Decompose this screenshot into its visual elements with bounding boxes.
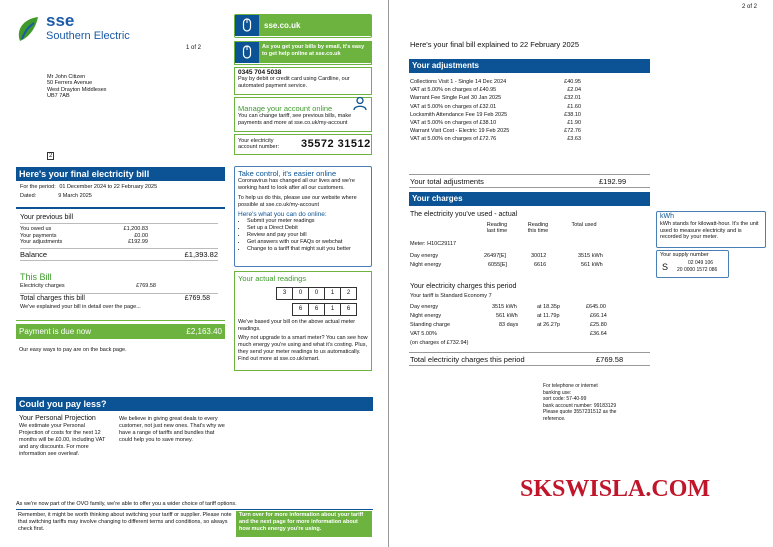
charge-label: Night energy [410,313,442,319]
turn-over-box: Turn over for more information about your tariff and the next page for more information about how much energy you're using. [236,511,372,537]
charges-total-label: Total electricity charges this period [410,355,525,364]
reading-digit: 0 [308,287,325,300]
readings-text-2: Why not upgrade to a smart meter? You can see how much energy you're using and what it's costing. Plus, they send your meter readings to us automatically. Find out more at sse.co.uk/smart. [238,335,368,362]
phone-box [234,67,372,95]
list-item: • Review and pay your bill [247,232,368,239]
charge-label: VAT 5.00% [410,331,437,337]
adj-label: VAT at 5.00% on charges of £40.95 [410,87,497,94]
adj-value: £72.76 [564,128,581,135]
table-row [410,262,651,269]
table-row [410,322,651,329]
prev-label: Your adjustments [20,239,63,246]
bank-line: bank account number: 99183129 [543,402,617,409]
site-box [234,14,372,38]
manage-account-box [234,97,372,132]
kwh-title: kWh [660,213,674,220]
previous-bill-rows [20,226,148,246]
believe-text: We believe in giving great deals to every customer, not just new ones. That's why we have a range of tariffs and bundles that could help you to save money. [119,416,225,443]
sse-leaf-icon [16,15,42,43]
adj-label: Collections Visit 1 - Single 14 Dec 2024 [410,79,507,85]
table-row [410,95,581,101]
table-row [410,331,651,338]
adjustments-total-row [409,174,650,188]
reading-row-1 [276,287,368,300]
this-bill-title: This Bill [20,272,52,282]
table-row [410,304,651,311]
readings-title: Your actual readings [238,274,307,283]
adj-value: £1.90 [567,120,581,127]
balance-label: Balance [20,249,48,259]
adj-value: £32.01 [564,95,581,102]
supply-line-1: 02 049 106 [688,260,714,266]
meter-id: Meter: H10C29117 [410,241,457,247]
charge-value: £66.14 [590,313,607,319]
charge-qty: 3515 kWh [492,304,517,310]
payment-label: Payment is due now [19,327,92,336]
projection-title: Your Personal Projection [19,415,96,422]
manage-text: You can change tariff, see previous bills, make payments and more at sse.co.uk/my-account [238,113,352,126]
adj-label: Warrant Fee Single Fuel 30 Jan 2025 [410,95,502,102]
table-row [410,112,581,118]
table-row [410,79,581,85]
payment-note: Our easy ways to pay are on the back page. [19,347,127,353]
reading-digit: 1 [324,287,341,300]
phone-number[interactable]: 0345 704 5038 [238,69,282,76]
control-text-1: Coronavirus has changed all our lives and we're working hard to look after all our customers. [238,178,355,191]
table-row [410,120,581,126]
prev-value: £1,200.83 [123,226,148,232]
email-promo-text: As you get your bills by email, it's easy to get help online at sse.co.uk [259,42,371,63]
charges-label: Electricity charges [20,283,65,289]
address-line: 50 Ferrers Avenue [47,80,93,87]
supply-title: Your supply number [660,252,709,258]
adjustments-table [410,79,581,143]
account-number-box [234,134,372,155]
charge-value: £25.80 [590,322,607,328]
reading-digit: 6 [340,303,357,316]
reading-row-2 [292,303,368,316]
usage-this: 30012 [531,253,547,259]
list-item: • Set up a Direct Debit [247,225,368,232]
prev-label: You owed us [20,226,52,232]
reading-digit: 1 [324,303,341,316]
prev-value: £0.00 [134,232,148,239]
customer-address [47,74,107,100]
brand-subtitle: Southern Electric [46,30,130,42]
charges-table [410,304,651,350]
adj-value: £3.63 [567,136,581,143]
online-list [238,218,368,253]
charge-qty: 83 days [499,322,519,328]
charges-total-row [409,352,650,366]
supply-number-box [656,250,729,278]
charge-rate: at 18.35p [537,304,560,310]
adj-value: £1.60 [567,103,581,110]
usage-label: Day energy [410,253,439,259]
col-header: Reading this time [527,222,549,235]
usage-last: 26497[E] [484,253,507,259]
usage-this: 6616 [534,262,547,268]
personal-projection [19,414,109,458]
previous-bill-section [20,213,218,261]
charge-rate: at 11.79p [537,313,560,319]
adj-value: £40.95 [564,79,581,85]
table-row [410,87,581,93]
dated-value: 9 March 2025 [58,193,92,199]
address-line: Mr John Citizen [47,74,86,80]
address-line: UB7 7AB [47,93,70,100]
total-value: £769.58 [184,295,210,302]
charge-label: Standing charge [410,322,451,328]
phone-note: Pay by debit or credit card using Cardline, our automated payment service. [238,76,350,89]
page-number: 1 of 2 [186,45,202,51]
adjustments-total-value: £192.99 [599,177,627,186]
watermark: SKSWISLA.COM [520,476,711,502]
pay-less-title: Could you pay less? [16,397,373,411]
user-icon [353,96,367,110]
charge-qty: 561 kWh [496,313,518,319]
table-row [410,253,651,260]
final-bill-title: Here's your final electricity bill [16,167,225,181]
charge-rate: at 26.27p [537,322,560,328]
col-header: Total used [571,222,597,228]
marker-box: 2 [49,153,53,159]
kwh-info-box [656,211,766,248]
dated-label: Dated: [20,193,37,199]
control-title: Take control, it's easier online [238,169,337,178]
balance-value: £1,393.82 [184,249,218,259]
adj-value: £2.04 [567,87,581,94]
table-row [410,136,581,142]
account-label: Your electricity account number: [238,138,279,150]
reading-digit: 6 [292,303,309,316]
ovo-note-row [16,501,373,510]
online-title: Here's what you can do online: [238,211,327,218]
usage-total: 3515 kWh [578,253,603,259]
tariff-name: Your tariff is Standard Economy 7 [410,293,492,299]
charges-title: Your charges [409,192,650,206]
prev-value: £192.99 [128,239,148,246]
manage-title: Manage your account online [238,104,333,113]
used-title: The electricity you've used - actual [410,211,518,218]
table-row [410,128,581,134]
bank-details [543,383,616,423]
charge-value: £36.64 [590,331,607,337]
reading-digit: 6 [308,303,325,316]
divider [16,320,225,321]
address-line: West Drayton Middlesex [47,86,107,93]
usage-last: 6055[E] [488,262,507,268]
usage-total: 561 kWh [581,262,603,268]
page2-header: Here's your final bill explained to 22 February 2025 [410,40,580,49]
adj-value: £38.10 [564,111,581,118]
usage-label: Night energy [410,262,442,268]
mouse-icon-bg [235,15,259,36]
bill-period [20,184,157,200]
charge-label: Day energy [410,304,439,310]
site-link[interactable]: sse.co.uk [259,15,371,36]
take-control-box [234,166,372,267]
supply-letter: S [662,262,669,272]
this-bill-section [20,272,218,311]
bank-line: reference. [543,415,566,422]
mouse-icon [235,15,259,36]
charge-value: £645.00 [586,304,606,310]
adj-label: Locksmith Attendance Fee 19 Feb 2025 [410,111,508,118]
period-label: For the period: [20,184,56,190]
list-item: • Submit your meter readings [247,218,368,225]
sse-logo [16,12,146,46]
mouse-icon-bg [235,42,259,63]
ovo-note: As we're now part of the OVO family, we're able to offer you a wider choice of tariff options. [16,501,237,507]
adjustments-title: Your adjustments [409,59,650,73]
table-row [410,104,581,110]
remember-text: Remember, it might be worth thinking about switching your tariff or supplier. Please note that switching tariffs may involve changing to different terms and conditions, so always check first. [18,512,232,532]
bank-line: Please quote 3557231512 as the [543,409,617,416]
adj-label: VAT at 5.00% on charges of £32.01 [410,103,497,110]
supply-line-2: 20 0000 1572 086 [677,267,718,273]
col-header: Reading last time [486,222,508,235]
adj-label: Warrant Visit Cost - Electric 19 Feb 2025 [410,128,510,135]
page-number: 2 of 2 [742,4,758,10]
payment-value: £2,163.40 [186,327,222,336]
adj-label: VAT at 5.00% on charges of £72.76 [410,136,497,143]
total-label: Total charges this bill [20,295,85,302]
previous-bill-title: Your previous bill [20,214,74,221]
charges-total-value: £769.58 [596,355,624,364]
list-item: • Change to a tariff that might suit you better [247,246,368,253]
bank-line: banking use: [543,389,572,396]
brand-name: sse [46,11,75,30]
vat-note: (on charges of £732.94) [410,340,469,346]
actual-readings-box [234,271,372,371]
payment-due-bar [16,324,225,339]
kwh-text: kWh stands for kilowatt-hour. It's the unit used to measure electricity and is recorded by your meter. [660,221,759,241]
mouse-icon [235,42,259,63]
usage-table [410,222,651,277]
explained-text: We've explained your bill in detail over the page... [20,304,141,310]
period-value: 01 December 2024 to 22 February 2025 [59,184,158,190]
prev-label: Your payments [20,232,57,239]
reading-digit: 0 [292,287,309,300]
account-number: 35572 31512 [301,138,371,150]
email-promo-box [234,41,372,65]
page-divider [388,0,389,547]
projection-text: We estimate your Personal Projection of costs for the next 12 months will be £0.00, including VAT and any discounts. For more information see overleaf. [19,423,106,457]
charges-value: £769.58 [136,283,156,289]
table-row [410,313,651,320]
adjustments-total-label: Your total adjustments [410,177,484,186]
list-item: • Get answers with our FAQs or webchat [247,239,368,246]
bank-line: sort code: 57-40-99 [543,396,587,403]
readings-text-1: We've based your bill on the above actual meter readings. [238,319,356,332]
divider [16,207,225,209]
control-text-2: To help us do this, please use our website where possible at sse.co.uk/my-account [238,195,357,208]
bank-line: For telephone or internet [543,383,598,389]
reading-digit: 2 [340,287,357,300]
period-charges-title: Your electricity charges this period [410,283,517,290]
reading-digit: 3 [276,287,293,300]
adj-label: VAT at 5.00% on charges of £38.10 [410,120,497,127]
